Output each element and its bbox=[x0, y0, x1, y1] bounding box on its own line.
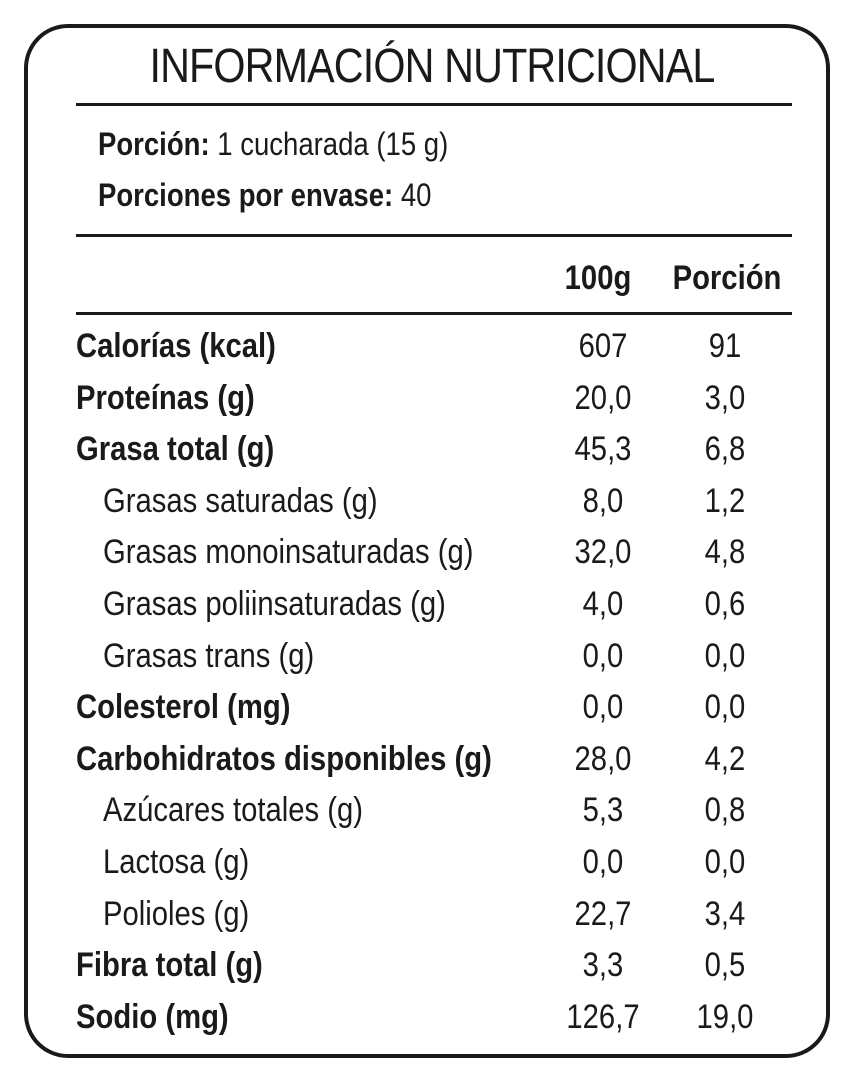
nutrient-name: Grasas trans (g) bbox=[103, 636, 315, 675]
nutrient-value-100g: 8,0 bbox=[582, 481, 624, 520]
servings-per-container-value: 40 bbox=[400, 177, 432, 213]
nutrient-value-100g: 5,3 bbox=[582, 791, 624, 830]
nutrient-value-portion: 91 bbox=[708, 327, 742, 365]
title-divider bbox=[76, 103, 792, 106]
nutrient-row bbox=[0, 991, 864, 1043]
nutrient-name: Grasas poliinsaturadas (g) bbox=[103, 585, 446, 623]
nutrient-row bbox=[0, 526, 864, 578]
nutrient-name: Polioles (g) bbox=[103, 894, 250, 933]
header-divider bbox=[76, 312, 792, 315]
nutrient-value-100g: 28,0 bbox=[574, 739, 632, 778]
servings-per-container-label: Porciones por envase: bbox=[98, 177, 394, 213]
nutrient-value-100g: 3,3 bbox=[582, 946, 624, 985]
nutrient-value-100g: 607 bbox=[578, 327, 628, 365]
nutrient-name: Grasa total (g) bbox=[76, 430, 275, 469]
nutrient-row bbox=[0, 320, 864, 372]
nutrient-row bbox=[0, 372, 864, 424]
serving-size-label: Porción: bbox=[98, 126, 210, 162]
nutrient-row bbox=[0, 423, 864, 475]
nutrient-value-portion: 1,2 bbox=[704, 481, 746, 520]
nutrient-name: Sodio (mg) bbox=[76, 997, 229, 1036]
label-title: INFORMACIÓN NUTRICIONAL bbox=[149, 40, 715, 93]
nutrient-value-portion: 0,8 bbox=[704, 791, 746, 830]
nutrient-value-portion: 19,0 bbox=[696, 997, 754, 1036]
nutrient-value-100g: 32,0 bbox=[574, 533, 632, 572]
servings-per-container-line bbox=[98, 175, 431, 215]
nutrient-value-100g: 0,0 bbox=[582, 688, 624, 727]
nutrient-value-portion: 0,0 bbox=[704, 636, 746, 675]
nutrient-row bbox=[0, 836, 864, 888]
nutrient-value-100g: 22,7 bbox=[574, 894, 632, 933]
nutrient-row bbox=[0, 733, 864, 785]
nutrient-row bbox=[0, 578, 864, 630]
nutrient-row bbox=[0, 681, 864, 733]
nutrient-value-portion: 0,5 bbox=[704, 946, 746, 985]
nutrient-value-portion: 0,6 bbox=[704, 585, 746, 623]
nutrient-name: Lactosa (g) bbox=[103, 843, 250, 881]
nutrient-name: Grasas monoinsaturadas (g) bbox=[103, 533, 474, 572]
serving-divider bbox=[76, 234, 792, 237]
nutrient-value-portion: 0,0 bbox=[704, 843, 746, 881]
nutrient-row bbox=[0, 939, 864, 991]
nutrient-value-portion: 3,0 bbox=[704, 378, 746, 417]
nutrient-value-portion: 4,8 bbox=[704, 533, 746, 572]
nutrient-value-100g: 0,0 bbox=[582, 636, 624, 675]
nutrient-row bbox=[0, 784, 864, 836]
nutrient-value-portion: 6,8 bbox=[704, 430, 746, 469]
nutrient-name: Grasas saturadas (g) bbox=[103, 481, 378, 520]
nutrient-row bbox=[0, 888, 864, 940]
nutrient-name: Carbohidratos disponibles (g) bbox=[76, 739, 492, 778]
nutrient-value-portion: 3,4 bbox=[704, 894, 746, 933]
nutrient-value-100g: 45,3 bbox=[574, 430, 632, 469]
column-header-portion: Porción bbox=[672, 259, 782, 297]
nutrient-value-portion: 4,2 bbox=[704, 739, 746, 778]
nutrient-value-100g: 20,0 bbox=[574, 378, 632, 417]
nutrient-row bbox=[0, 475, 864, 527]
nutrient-value-100g: 4,0 bbox=[582, 585, 624, 623]
nutrient-name: Fibra total (g) bbox=[76, 946, 263, 985]
serving-size-line bbox=[98, 124, 448, 164]
nutrient-value-100g: 126,7 bbox=[566, 997, 640, 1036]
nutrient-name: Colesterol (mg) bbox=[76, 688, 291, 727]
nutrient-name: Calorías (kcal) bbox=[76, 327, 276, 365]
column-header-100g: 100g bbox=[564, 259, 632, 297]
nutrient-value-portion: 0,0 bbox=[704, 688, 746, 727]
nutrient-name: Proteínas (g) bbox=[76, 378, 255, 417]
nutrient-row bbox=[0, 630, 864, 682]
nutrient-value-100g: 0,0 bbox=[582, 843, 624, 881]
nutrient-name: Azúcares totales (g) bbox=[103, 791, 364, 830]
serving-size-value: 1 cucharada (15 g) bbox=[217, 126, 449, 162]
